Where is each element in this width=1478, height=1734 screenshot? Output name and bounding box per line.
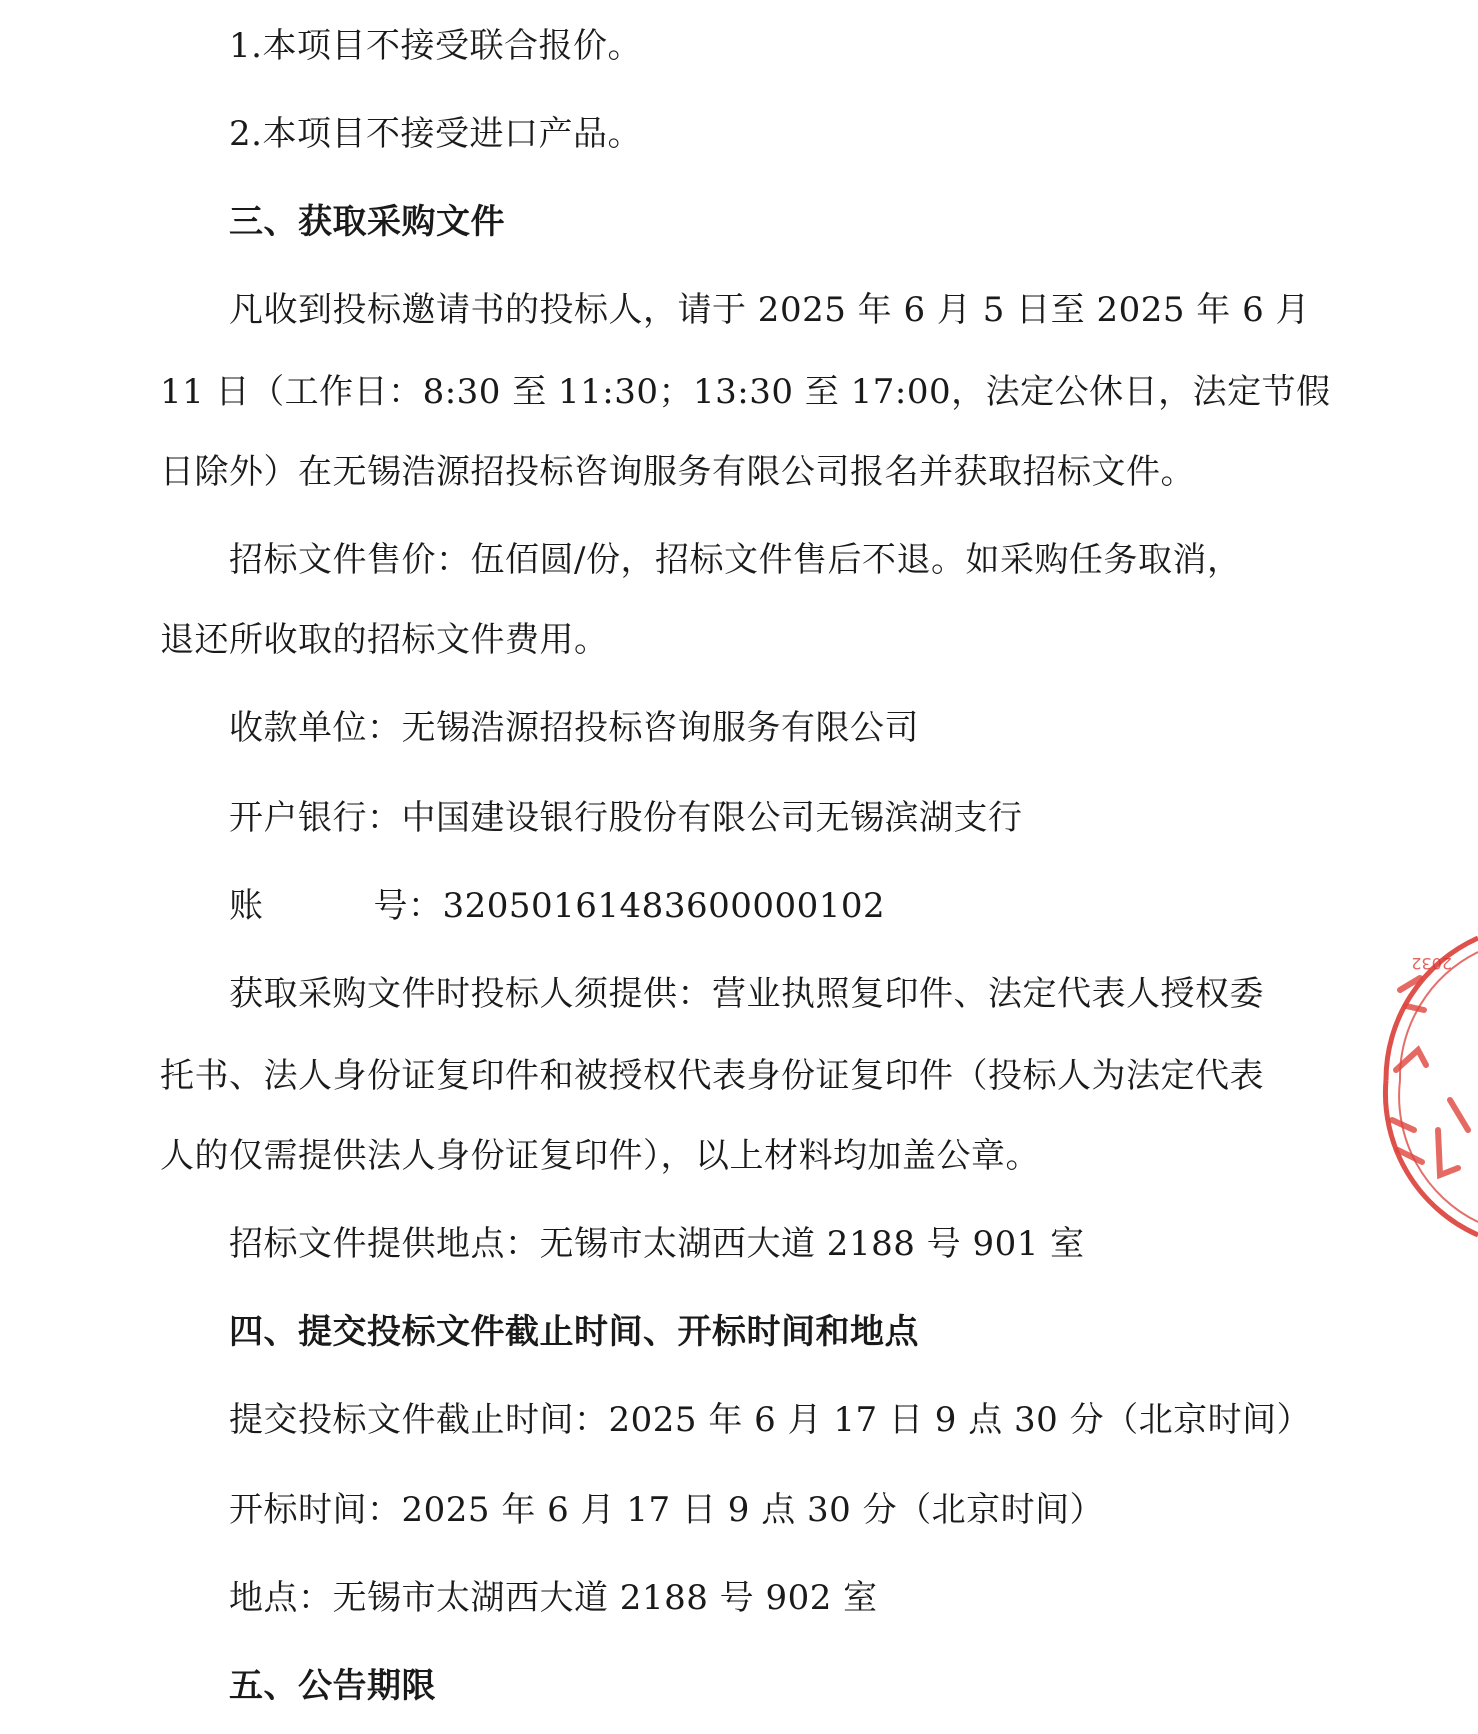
venue-line: 地点：无锡市太湖西大道 2188 号 902 室 <box>229 1578 878 1618</box>
item-no-imported-products: 2.本项目不接受进口产品。 <box>229 114 642 154</box>
obtain-docs-paragraph-line-1: 凡收到投标邀请书的投标人，请于 2025 年 6 月 5 日至 2025 年 6 月 <box>229 290 1311 330</box>
bid-opening-line: 开标时间：2025 年 6 月 17 日 9 点 30 分（北京时间） <box>229 1490 1105 1530</box>
section-heading-3: 三、获取采购文件 <box>229 202 505 242</box>
account-label-part-2: 号： <box>373 886 443 926</box>
price-paragraph-line-1: 招标文件售价：伍佰圆/份，招标文件售后不退。如采购任务取消， <box>229 540 1242 580</box>
docs-location-line: 招标文件提供地点：无锡市太湖西大道 2188 号 901 室 <box>229 1224 1085 1264</box>
company-seal <box>1378 930 1478 1250</box>
section-heading-4: 四、提交投标文件截止时间、开标时间和地点 <box>229 1312 919 1352</box>
account-label-part-1: 账 <box>229 886 264 926</box>
account-line <box>229 884 885 928</box>
required-docs-line-2: 托书、法人身份证复印件和被授权代表身份证复印件（投标人为法定代表 <box>160 1056 1264 1096</box>
obtain-docs-paragraph-line-3: 日除外）在无锡浩源招投标咨询服务有限公司报名并获取招标文件。 <box>160 452 1195 492</box>
required-docs-line-1: 获取采购文件时投标人须提供：营业执照复印件、法定代表人授权委 <box>229 974 1264 1014</box>
seal-number-fragment: 2032 <box>1411 954 1452 973</box>
obtain-docs-paragraph-line-2: 11 日（工作日：8:30 至 11:30；13:30 至 17:00，法定公休日，法定节假 <box>160 372 1331 412</box>
bid-deadline-line: 提交投标文件截止时间：2025 年 6 月 17 日 9 点 30 分（北京时间） <box>229 1400 1312 1440</box>
required-docs-line-3: 人的仅需提供法人身份证复印件），以上材料均加盖公章。 <box>160 1136 1040 1176</box>
section-heading-5: 五、公告期限 <box>229 1666 436 1706</box>
account-number: 32050161483600000102 <box>442 886 886 926</box>
bank-line: 开户银行：中国建设银行股份有限公司无锡滨湖支行 <box>229 798 1023 838</box>
price-paragraph-line-2: 退还所收取的招标文件费用。 <box>160 620 609 660</box>
payee-line: 收款单位：无锡浩源招投标咨询服务有限公司 <box>229 708 919 748</box>
item-no-joint-bid: 1.本项目不接受联合报价。 <box>229 26 642 66</box>
